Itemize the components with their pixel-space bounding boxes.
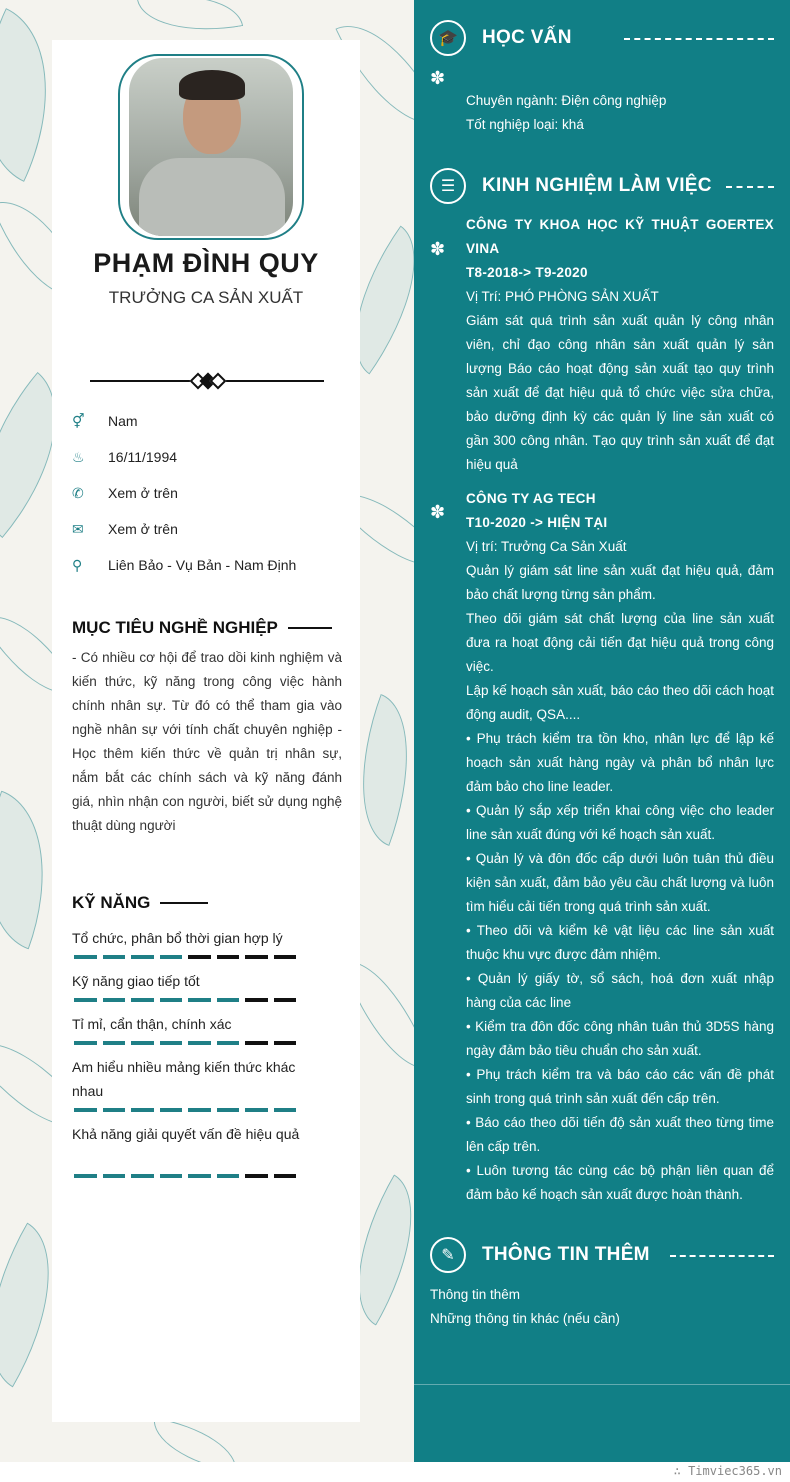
experience-title: KINH NGHIỆM LÀM VIỆC xyxy=(482,175,712,196)
divider-ornament xyxy=(190,372,226,390)
dashed-line xyxy=(624,38,774,40)
job-description: • Quản lý sắp xếp triển khai công việc cho leader line sản xuất đúng với kế hoạch sản xuất. xyxy=(466,803,774,842)
job-description: • Quản lý giấy tờ, sổ sách, hoá đơn xuất nhập hàng của các line xyxy=(466,971,774,1010)
skill-bar xyxy=(74,1174,296,1178)
job-position: Vị Trí: PHÓ PHÒNG SẢN XUẤT xyxy=(466,289,659,304)
objective-title: MỤC TIÊU NGHỀ NGHIỆP xyxy=(72,618,278,637)
contact-email xyxy=(72,519,342,539)
skills-title: KỸ NĂNG xyxy=(72,893,151,912)
objective-text: - Có nhiều cơ hội để trao dồi kinh nghiệm và kiến thức, kỹ năng trong công việc hành chính nhân sự. Từ đó có thể tham gia vào nghề nhân sự với tính chất chuyên nghiệp - Học thêm kiến thức về quản trị nhân sự, nắm bắt các chính sách và kỹ năng đánh giá, nhìn nhận con người, biết sử dụng nghệ thuật dùng người xyxy=(72,650,342,833)
section-separator xyxy=(414,1384,790,1385)
job-description: • Phụ trách kiểm tra và báo cáo các vấn đề phát sinh trong quá trình sản xuất đến cấp trên. xyxy=(466,1067,774,1106)
gender-icon: ⚥ xyxy=(72,412,85,429)
title-underline xyxy=(288,627,332,629)
job-entry xyxy=(466,213,774,477)
skill-name: Tỉ mỉ, cẩn thận, chính xác xyxy=(72,1016,232,1032)
dashed-line xyxy=(726,186,774,188)
graduation-cap-icon: 🎓 xyxy=(430,20,466,56)
skill-bar xyxy=(74,1041,296,1045)
skill-bar xyxy=(74,998,296,1002)
contact-address xyxy=(72,555,342,575)
skill-name: Tổ chức, phân bổ thời gian hợp lý xyxy=(72,930,283,946)
job-description: Quản lý giám sát line sản xuất đạt hiệu quả, đảm bảo chất lượng từng sản phẩm. xyxy=(466,563,774,602)
footer xyxy=(0,1462,790,1482)
brand-watermark[interactable]: ∴ Timviec365.vn xyxy=(673,1464,782,1478)
skill-name: Khả năng giải quyết vấn đề hiệu quả xyxy=(72,1126,300,1142)
candidate-name: PHẠM ĐÌNH QUY xyxy=(93,248,319,278)
additional-line: Những thông tin khác (nếu cần) xyxy=(430,1311,620,1326)
pen-icon: ✎ xyxy=(430,1237,466,1273)
skill-bar xyxy=(74,1108,296,1112)
job-description: Lập kế hoạch sản xuất, báo cáo theo dõi cách hoạt động audit, QSA.... xyxy=(466,683,774,722)
additional-line: Thông tin thêm xyxy=(430,1287,521,1302)
additional-title: THÔNG TIN THÊM xyxy=(482,1244,650,1265)
education-header xyxy=(430,18,572,58)
contact-value: Liên Bảo - Vụ Bản - Nam Định xyxy=(108,557,297,573)
leaf-decoration xyxy=(147,1417,243,1462)
additional-header xyxy=(430,1235,650,1275)
job-description: • Báo cáo theo dõi tiến độ sản xuất theo từng time lên cấp trên. xyxy=(466,1115,774,1154)
job-description: • Luôn tương tác cùng các bộ phận liên quan để đảm bảo kế hoạch sản xuất được hoàn thành. xyxy=(466,1163,774,1202)
education-line: Chuyên ngành: Điện công nghiệp xyxy=(466,93,667,108)
flower-icon: ✽ xyxy=(430,239,446,259)
flower-icon: ✽ xyxy=(430,68,446,88)
job-description: Giám sát quá trình sản xuất quản lý công nhân viên, chỉ đạo công nhân sản xuất quản lý sản lượng Báo cáo hoạt động sản xuất tạo quy trình sản xuất để đạt hiệu quả tổ chức việc sửa chữa, bảo dưỡng định kỳ các quản lý line sản xuất có gần 300 công nhân. Tạo quy trình sản xuất để đạt hiệu quả xyxy=(466,313,774,472)
leaf-decoration xyxy=(137,0,243,43)
job-description: • Kiểm tra đôn đốc công nhân tuân thủ 3D5S hàng ngày đảm bảo tiêu chuẩn cho sản xuất. xyxy=(466,1019,774,1058)
book-stack-icon: ☰ xyxy=(430,168,466,204)
skill-name: Kỹ năng giao tiếp tốt xyxy=(72,973,200,989)
additional-content xyxy=(430,1283,770,1331)
birthday-cake-icon: ♨ xyxy=(72,448,85,465)
candidate-job-title: TRƯỞNG CA SẢN XUẤT xyxy=(108,288,304,307)
job-description: Theo dõi giám sát chất lượng của line sản xuất đưa ra hoạt động cải tiến đạt hiệu quả trong công việc. xyxy=(466,611,774,674)
job-period: T8-2018-> T9-2020 xyxy=(466,265,588,280)
contact-value: Xem ở trên xyxy=(108,521,178,537)
job-entry xyxy=(466,487,774,1207)
phone-icon: ✆ xyxy=(72,484,84,501)
title-underline xyxy=(160,902,208,904)
job-description: • Theo dõi và kiểm kê vật liệu các line sản xuất thuộc khu vực được đảm nhiệm. xyxy=(466,923,774,962)
contact-value: 16/11/1994 xyxy=(108,449,178,465)
map-pin-icon: ⚲ xyxy=(72,556,83,573)
avatar-frame xyxy=(118,54,304,240)
flower-icon: ✽ xyxy=(430,502,446,522)
education-line: Tốt nghiệp loại: khá xyxy=(466,117,584,132)
contact-value: Xem ở trên xyxy=(108,485,178,501)
envelope-icon: ✉ xyxy=(72,520,84,537)
contact-value: Nam xyxy=(108,413,138,429)
right-column xyxy=(414,0,790,1462)
job-company: CÔNG TY AG TECH xyxy=(466,491,596,506)
skill-bar xyxy=(74,955,296,959)
job-description: • Quản lý và đôn đốc cấp dưới luôn tuân thủ điều kiện sản xuất, đảm bảo yêu cầu chất lượng và luôn tìm hiểu cải tiến trong quá trình sản xuất. xyxy=(466,851,774,914)
experience-header xyxy=(430,166,712,206)
job-description: • Phụ trách kiểm tra tồn kho, nhân lực để lập kế hoạch sản xuất hàng ngày và phân bổ nhân lực đảm bảo cho line leader. xyxy=(466,731,774,794)
contact-phone xyxy=(72,483,342,503)
contact-gender xyxy=(72,411,342,431)
avatar xyxy=(129,58,293,236)
education-title: HỌC VẤN xyxy=(482,27,572,48)
dashed-line xyxy=(670,1255,774,1257)
contact-birthday xyxy=(72,447,342,467)
job-company: CÔNG TY KHOA HỌC KỸ THUẬT GOERTEX VINA xyxy=(466,217,774,256)
skill-name: Am hiểu nhiều mảng kiến thức khác nhau xyxy=(72,1059,296,1099)
job-period: T10-2020 -> HIỆN TẠI xyxy=(466,515,608,530)
education-content xyxy=(466,89,774,137)
job-position: Vị trí: Trưởng Ca Sản Xuất xyxy=(466,539,627,554)
